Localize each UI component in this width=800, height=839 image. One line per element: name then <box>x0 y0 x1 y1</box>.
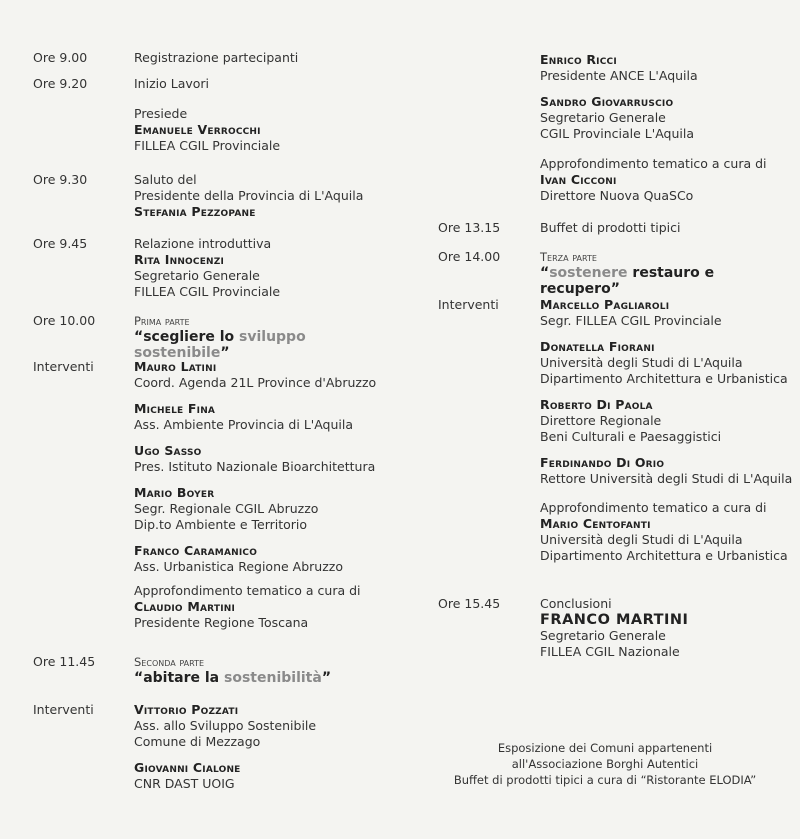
speaker-org: Presidente Regione Toscana <box>134 615 309 630</box>
schedule-item <box>134 172 396 220</box>
speaker <box>540 297 798 329</box>
speaker-name: Sandro Giovarruscio <box>540 94 674 109</box>
speaker-line: CGIL Provinciale L'Aquila <box>540 126 694 141</box>
time-label: Ore 10.00 <box>33 313 96 328</box>
time-label: Ore 14.00 <box>438 249 501 264</box>
item-text: Saluto del <box>134 172 197 187</box>
speaker-name: Mauro Latini <box>134 359 217 374</box>
speaker-name: Stefania Pezzopane <box>134 204 256 219</box>
time-label: Ore 11.45 <box>33 654 96 669</box>
theme-text: “scegliere lo <box>134 329 240 345</box>
thematic-block <box>540 500 798 564</box>
thematic-block <box>134 583 396 631</box>
speaker <box>540 455 798 487</box>
item-text: Buffet di prodotti tipici <box>540 220 681 235</box>
session-header <box>540 249 798 297</box>
speaker-org: FILLEA CGIL Provinciale <box>134 138 281 153</box>
part-label: Seconda parte <box>134 655 205 669</box>
interventi-label: Interventi <box>33 702 94 717</box>
speaker-line: Pres. Istituto Nazionale Bioarchitettura <box>134 459 376 474</box>
theme-text: “abitare la <box>134 670 225 686</box>
item-text: Relazione introduttiva <box>134 236 272 251</box>
item-text: Registrazione partecipanti <box>134 50 299 65</box>
theme-text: ” <box>321 670 332 686</box>
session-theme <box>134 329 396 361</box>
speaker-line: Coord. Agenda 21L Province d'Abruzzo <box>134 375 377 390</box>
theme-text: “ <box>540 265 550 281</box>
time-label: Ore 9.00 <box>33 50 88 65</box>
speaker <box>540 397 798 445</box>
speaker-line: CNR DAST UOIG <box>134 776 235 791</box>
speaker-org: Università degli Studi di L'Aquila <box>540 532 743 547</box>
session-header <box>134 654 396 686</box>
speaker <box>134 359 396 391</box>
speakers-list <box>540 52 798 142</box>
theme-text: ” <box>220 345 230 361</box>
speaker-name: Ferdinando Di Orio <box>540 455 665 470</box>
speakers-list <box>134 702 396 792</box>
speaker <box>134 485 396 533</box>
speaker-name: Ivan Cicconi <box>540 172 617 187</box>
speaker-line: Segr. Regionale CGIL Abruzzo <box>134 501 319 516</box>
speaker-name: Enrico Ricci <box>540 52 617 67</box>
item-text: Approfondimento tematico a cura di <box>540 156 767 171</box>
speaker-name: Giovanni Cialone <box>134 760 241 775</box>
speaker-role: Segretario Generale <box>540 628 666 643</box>
footer-line: Esposizione dei Comuni appartenenti <box>497 741 713 755</box>
speaker-line: Presidente ANCE L'Aquila <box>540 68 698 83</box>
footer-line: Buffet di prodotti tipici a cura di “Ristorante ELODIA” <box>453 773 757 787</box>
part-label: Terza parte <box>540 250 597 264</box>
speaker <box>540 339 798 387</box>
speaker-line: Ass. Ambiente Provincia di L'Aquila <box>134 417 354 432</box>
speaker-name: Ugo Sasso <box>134 443 202 458</box>
thematic-block <box>540 156 798 204</box>
time-label: Ore 9.20 <box>33 76 88 91</box>
speaker <box>134 760 396 792</box>
time-label: Ore 9.30 <box>33 172 88 187</box>
speaker-name: Franco Caramanico <box>134 543 258 558</box>
speakers-list <box>134 359 396 575</box>
speaker-line: Università degli Studi di L'Aquila <box>540 355 743 370</box>
speakers-list <box>540 297 798 487</box>
schedule-item <box>134 236 396 300</box>
interventi-label: Interventi <box>33 359 94 374</box>
speaker-line: Dipartimento Architettura e Urbanistica <box>540 371 788 386</box>
speaker-line: Direttore Regionale <box>540 413 662 428</box>
speaker-org: Direttore Nuova QuaSCo <box>540 188 694 203</box>
speaker-role: Segretario Generale <box>134 268 260 283</box>
theme-highlight: sostenere <box>549 265 628 281</box>
speaker-name: Donatella Fiorani <box>540 339 655 354</box>
speaker-line: Segretario Generale <box>540 110 666 125</box>
speaker-org: Dipartimento Architettura e Urbanistica <box>540 548 788 563</box>
theme-highlight: sostenibilità <box>224 670 322 686</box>
session-theme <box>540 265 798 297</box>
speaker <box>134 401 396 433</box>
speaker-line: Dip.to Ambiente e Territorio <box>134 517 308 532</box>
session-theme <box>134 670 396 686</box>
interventi-label: Interventi <box>438 297 499 312</box>
speaker <box>134 543 396 575</box>
speaker-name: FRANCO MARTINI <box>540 612 689 628</box>
speaker-org: FILLEA CGIL Provinciale <box>134 284 281 299</box>
item-text: Conclusioni <box>540 596 612 611</box>
session-header <box>134 313 396 361</box>
speaker-name: Mario Centofanti <box>540 516 651 531</box>
speaker-name: Emanuele Verrocchi <box>134 122 261 137</box>
theme-text: restauro e recupero” <box>540 265 715 297</box>
time-label: Ore 15.45 <box>438 596 501 611</box>
item-text: Approfondimento tematico a cura di <box>134 583 361 598</box>
footer-notes <box>420 740 790 788</box>
speaker <box>134 443 396 475</box>
time-label: Ore 13.15 <box>438 220 501 235</box>
item-role: Presiede <box>134 106 188 121</box>
speaker-name: Rita Innocenzi <box>134 252 225 267</box>
speaker <box>134 702 396 750</box>
speaker-name: Roberto Di Paola <box>540 397 653 412</box>
speaker <box>540 52 798 84</box>
theme-highlight: sviluppo sostenibile <box>134 329 306 361</box>
schedule-item <box>134 50 396 66</box>
speaker <box>540 94 798 142</box>
speaker-org: FILLEA CGIL Nazionale <box>540 644 680 659</box>
item-text: Inizio Lavori <box>134 76 210 91</box>
speaker-name: Claudio Martini <box>134 599 236 614</box>
speaker-name: Marcello Pagliaroli <box>540 297 670 312</box>
time-label: Ore 9.45 <box>33 236 88 251</box>
speaker-org: Presidente della Provincia di L'Aquila <box>134 188 364 203</box>
speaker-name: Michele Fina <box>134 401 216 416</box>
speaker-line: Segr. FILLEA CGIL Provinciale <box>540 313 722 328</box>
speaker-name: Vittorio Pozzati <box>134 702 239 717</box>
schedule-item <box>540 220 798 236</box>
item-text: Approfondimento tematico a cura di <box>540 500 767 515</box>
speaker-line: Rettore Università degli Studi di L'Aquila <box>540 471 793 486</box>
speaker-line: Ass. allo Sviluppo Sostenibile <box>134 718 317 733</box>
schedule-item <box>540 596 798 660</box>
speaker-line: Comune di Mezzago <box>134 734 261 749</box>
schedule-item <box>134 76 396 154</box>
speaker-line: Beni Culturali e Paesaggistici <box>540 429 722 444</box>
speaker-name: Mario Boyer <box>134 485 215 500</box>
part-label: Prima parte <box>134 314 190 328</box>
footer-line: all'Associazione Borghi Autentici <box>511 757 699 771</box>
speaker-line: Ass. Urbanistica Regione Abruzzo <box>134 559 343 574</box>
